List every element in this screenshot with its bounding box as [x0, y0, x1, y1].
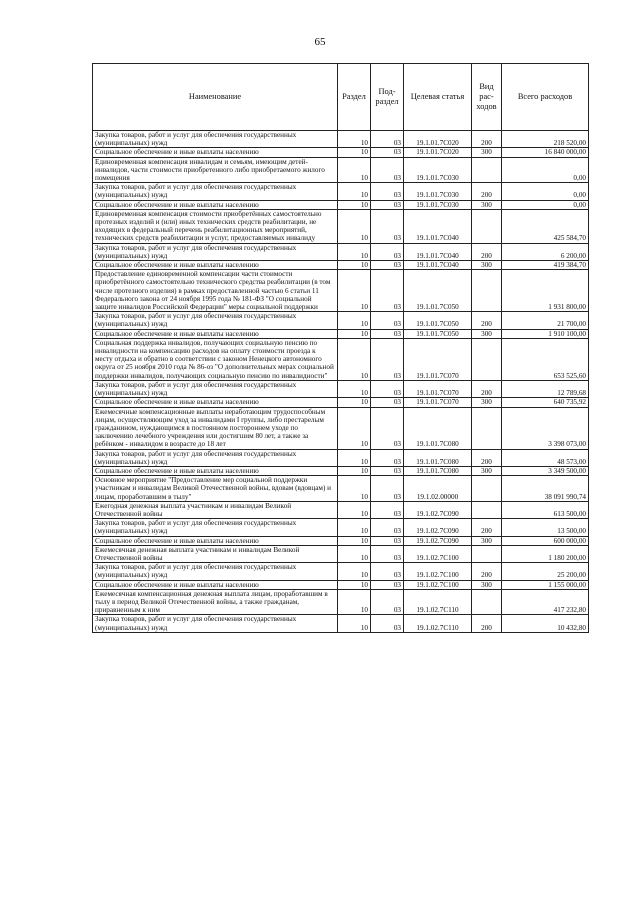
cell-name: Закупка товаров, работ и услуг для обеспечения государственных (муниципальных) нужд: [93, 183, 338, 200]
cell-total: 653 525,60: [502, 338, 589, 380]
cell-total: 6 200,00: [502, 243, 589, 260]
cell-total: 0,00: [502, 157, 589, 183]
cell-name: Ежемесячные компенсационные выплаты неработающим трудоспособным лицам, осуществляющим уход за инвалидами I группы, либо престарелым гражданином, нуждающимся в постоянном постороннем уходе по заключению лечебного учреждения или достигшим 80 лет, а также за ребёнком - инвалидом в возрасте до 18 лет: [93, 407, 338, 449]
cell-total: 613 500,00: [502, 501, 589, 518]
cell-kind: 300: [472, 580, 502, 589]
cell-subsection: 03: [371, 312, 404, 329]
table-row: [93, 563, 589, 580]
page-number: 65: [314, 36, 326, 48]
cell-subsection: 03: [371, 380, 404, 397]
table-row: [93, 270, 589, 312]
cell-target: 19.1.01.7С040: [404, 209, 472, 243]
cell-target: 19.1.02.7С090: [404, 519, 472, 536]
cell-total: 417 232,80: [502, 589, 589, 615]
cell-total: 25 200,00: [502, 563, 589, 580]
cell-subsection: 03: [371, 200, 404, 209]
cell-subsection: 03: [371, 329, 404, 338]
cell-kind: 200: [472, 243, 502, 260]
cell-subsection: 03: [371, 131, 404, 148]
cell-target: 19.1.01.7С020: [404, 131, 472, 148]
cell-subsection: 03: [371, 476, 404, 502]
cell-total: 12 789,68: [502, 380, 589, 397]
cell-kind: [472, 338, 502, 380]
cell-total: 48 573,00: [502, 449, 589, 466]
cell-subsection: 03: [371, 148, 404, 157]
cell-total: 640 735,92: [502, 398, 589, 407]
expenses-table: [92, 63, 589, 633]
cell-kind: [472, 407, 502, 449]
cell-section: 10: [338, 501, 371, 518]
header-section: Раздел: [338, 64, 371, 131]
cell-kind: [472, 501, 502, 518]
cell-kind: [472, 209, 502, 243]
cell-subsection: 03: [371, 501, 404, 518]
cell-kind: 300: [472, 329, 502, 338]
cell-section: 10: [338, 519, 371, 536]
header-kind: Вид рас-ходов: [472, 64, 502, 131]
table-row: [93, 536, 589, 545]
cell-kind: 300: [472, 200, 502, 209]
cell-total: 0,00: [502, 183, 589, 200]
cell-total: 218 520,00: [502, 131, 589, 148]
cell-subsection: 03: [371, 449, 404, 466]
cell-subsection: 03: [371, 589, 404, 615]
cell-subsection: 03: [371, 183, 404, 200]
cell-section: 10: [338, 589, 371, 615]
cell-section: 10: [338, 563, 371, 580]
cell-kind: [472, 476, 502, 502]
cell-subsection: 03: [371, 270, 404, 312]
cell-total: 1 910 100,00: [502, 329, 589, 338]
header-subsection: Под-раздел: [371, 64, 404, 131]
table-row: [93, 312, 589, 329]
cell-target: 19.1.01.7С030: [404, 183, 472, 200]
table-row: [93, 261, 589, 270]
header-total: Всего расходов: [502, 64, 589, 131]
cell-total: 1 155 000,00: [502, 580, 589, 589]
cell-name: Закупка товаров, работ и услуг для обеспечения государственных (муниципальных) нужд: [93, 449, 338, 466]
table-row: [93, 501, 589, 518]
cell-target: 19.1.02.7С100: [404, 545, 472, 562]
table-row: [93, 545, 589, 562]
cell-total: 3 349 500,00: [502, 466, 589, 475]
cell-name: Социальное обеспечение и иные выплаты населению: [93, 148, 338, 157]
cell-section: 10: [338, 398, 371, 407]
cell-section: 10: [338, 157, 371, 183]
cell-kind: [472, 589, 502, 615]
cell-total: 600 000,00: [502, 536, 589, 545]
cell-kind: 300: [472, 466, 502, 475]
cell-section: 10: [338, 148, 371, 157]
table-header-row: [93, 64, 589, 131]
table-row: [93, 580, 589, 589]
table-row: [93, 148, 589, 157]
cell-subsection: 03: [371, 338, 404, 380]
cell-target: 19.1.02.7С090: [404, 536, 472, 545]
cell-target: 19.1.01.7С070: [404, 380, 472, 397]
cell-total: 21 700,00: [502, 312, 589, 329]
table-row: [93, 209, 589, 243]
cell-target: 19.1.01.7С080: [404, 449, 472, 466]
cell-subsection: 03: [371, 466, 404, 475]
cell-total: 38 091 990,74: [502, 476, 589, 502]
cell-target: 19.1.01.7С080: [404, 466, 472, 475]
table-row: [93, 615, 589, 632]
cell-section: 10: [338, 449, 371, 466]
cell-total: 419 384,70: [502, 261, 589, 270]
cell-name: Закупка товаров, работ и услуг для обеспечения государственных (муниципальных) нужд: [93, 615, 338, 632]
cell-kind: 200: [472, 312, 502, 329]
cell-kind: 200: [472, 615, 502, 632]
cell-section: 10: [338, 466, 371, 475]
cell-subsection: 03: [371, 243, 404, 260]
table-row: [93, 157, 589, 183]
cell-total: 1 931 800,00: [502, 270, 589, 312]
table-row: [93, 398, 589, 407]
cell-subsection: 03: [371, 580, 404, 589]
cell-subsection: 03: [371, 536, 404, 545]
cell-section: 10: [338, 209, 371, 243]
cell-subsection: 03: [371, 209, 404, 243]
cell-kind: 200: [472, 183, 502, 200]
cell-total: 3 398 073,00: [502, 407, 589, 449]
cell-section: 10: [338, 312, 371, 329]
cell-kind: 200: [472, 449, 502, 466]
cell-name: Социальное обеспечение и иные выплаты населению: [93, 580, 338, 589]
cell-total: 1 180 200,00: [502, 545, 589, 562]
cell-name: Предоставление единовременной компенсации части стоимости приобретённого самостоятельно технического средства реабилитации (в том числе протезного изделия) в рамках предоставленной частью 6 статьи 11 Федерального закона от 24 ноября 1995 года № 181-ФЗ "О социальной защите инвалидов Российской Федерации" меры социальной поддержки: [93, 270, 338, 312]
cell-section: 10: [338, 270, 371, 312]
cell-target: 19.1.01.7С030: [404, 157, 472, 183]
cell-section: 10: [338, 476, 371, 502]
cell-target: 19.1.02.7С090: [404, 501, 472, 518]
cell-kind: [472, 157, 502, 183]
table-row: [93, 131, 589, 148]
cell-target: 19.1.01.7С040: [404, 261, 472, 270]
table-row: [93, 449, 589, 466]
cell-name: Закупка товаров, работ и услуг для обеспечения государственных (муниципальных) нужд: [93, 243, 338, 260]
table-row: [93, 329, 589, 338]
cell-name: Основное мероприятие "Предоставление мер социальной поддержки участникам и инвалидам Великой Отечественной войны, вдовам (вдовцам) и лицам, проработавшим в тылу": [93, 476, 338, 502]
cell-name: Закупка товаров, работ и услуг для обеспечения государственных (муниципальных) нужд: [93, 131, 338, 148]
cell-section: 10: [338, 407, 371, 449]
cell-section: 10: [338, 131, 371, 148]
header-target: Целевая статья: [404, 64, 472, 131]
cell-target: 19.1.01.7С050: [404, 329, 472, 338]
cell-name: Социальное обеспечение и иные выплаты населению: [93, 398, 338, 407]
cell-subsection: 03: [371, 261, 404, 270]
cell-target: 19.1.01.7С070: [404, 398, 472, 407]
cell-target: 19.1.02.7С110: [404, 589, 472, 615]
table-row: [93, 407, 589, 449]
cell-kind: 300: [472, 398, 502, 407]
table-body: [93, 131, 589, 633]
cell-name: Социальное обеспечение и иные выплаты населению: [93, 536, 338, 545]
cell-target: 19.1.01.7С030: [404, 200, 472, 209]
table-row: [93, 466, 589, 475]
cell-section: 10: [338, 338, 371, 380]
cell-name: Единовременная компенсация инвалидам и семьям, имеющим детей-инвалидов, части стоимости приобретенного либо приобретаемого жилого помещения: [93, 157, 338, 183]
cell-target: 19.1.02.00000: [404, 476, 472, 502]
cell-kind: 300: [472, 148, 502, 157]
cell-target: 19.1.02.7С100: [404, 563, 472, 580]
cell-section: 10: [338, 536, 371, 545]
cell-target: 19.1.02.7С100: [404, 580, 472, 589]
cell-target: 19.1.02.7С110: [404, 615, 472, 632]
table-row: [93, 200, 589, 209]
cell-target: 19.1.01.7С040: [404, 243, 472, 260]
cell-total: 16 840 000,00: [502, 148, 589, 157]
cell-subsection: 03: [371, 563, 404, 580]
cell-subsection: 03: [371, 519, 404, 536]
cell-name: Закупка товаров, работ и услуг для обеспечения государственных (муниципальных) нужд: [93, 312, 338, 329]
cell-name: Закупка товаров, работ и услуг для обеспечения государственных (муниципальных) нужд: [93, 519, 338, 536]
cell-subsection: 03: [371, 398, 404, 407]
cell-section: 10: [338, 615, 371, 632]
cell-target: 19.1.01.7С080: [404, 407, 472, 449]
cell-name: Ежегодная денежная выплата участникам и инвалидам Великой Отечественной войны: [93, 501, 338, 518]
cell-section: 10: [338, 243, 371, 260]
cell-name: Социальное обеспечение и иные выплаты населению: [93, 200, 338, 209]
cell-name: Социальное обеспечение и иные выплаты населению: [93, 261, 338, 270]
cell-name: Закупка товаров, работ и услуг для обеспечения государственных (муниципальных) нужд: [93, 380, 338, 397]
cell-section: 10: [338, 580, 371, 589]
cell-subsection: 03: [371, 407, 404, 449]
table-row: [93, 183, 589, 200]
table-row: [93, 589, 589, 615]
cell-name: Единовременная компенсация стоимости приобретённых самостоятельно протезных изделий и (или) иных технических средств реабилитации, не входящих в федеральный перечень реабилитационных мероприятий, технических средств реабилитации и услуг, предоставляемых инвалиду: [93, 209, 338, 243]
cell-kind: 200: [472, 563, 502, 580]
table-row: [93, 519, 589, 536]
cell-section: 10: [338, 380, 371, 397]
cell-target: 19.1.01.7С050: [404, 270, 472, 312]
cell-subsection: 03: [371, 615, 404, 632]
cell-kind: 200: [472, 131, 502, 148]
cell-target: 19.1.01.7С050: [404, 312, 472, 329]
header-name: Наименование: [93, 64, 338, 131]
cell-total: 13 500,00: [502, 519, 589, 536]
cell-kind: 300: [472, 261, 502, 270]
cell-name: Социальное обеспечение и иные выплаты населению: [93, 466, 338, 475]
cell-section: 10: [338, 545, 371, 562]
cell-total: 10 432,80: [502, 615, 589, 632]
cell-target: 19.1.01.7С070: [404, 338, 472, 380]
cell-kind: 200: [472, 380, 502, 397]
cell-kind: 300: [472, 536, 502, 545]
cell-kind: [472, 545, 502, 562]
cell-total: 0,00: [502, 200, 589, 209]
cell-section: 10: [338, 329, 371, 338]
cell-total: 425 584,70: [502, 209, 589, 243]
cell-section: 10: [338, 183, 371, 200]
table-row: [93, 476, 589, 502]
cell-kind: [472, 270, 502, 312]
cell-name: Ежемесячная компенсационная денежная выплата лицам, проработавшим в тылу в период Великой Отечественной войны, а также гражданам, приравненным к ним: [93, 589, 338, 615]
cell-name: Ежемесячная денежная выплата участникам и инвалидам Великой Отечественной войны: [93, 545, 338, 562]
cell-subsection: 03: [371, 545, 404, 562]
cell-name: Социальное обеспечение и иные выплаты населению: [93, 329, 338, 338]
cell-target: 19.1.01.7С020: [404, 148, 472, 157]
cell-name: Социальная поддержка инвалидов, получающих социальную пенсию по инвалидности на компенсацию расходов на оплату стоимости проезда к месту отдыха и обратно в соответствии с законом Ненецкого автономного округа от 25 ноября 2010 года № 86-оз "О дополнительных мерах социальной поддержки инвалидов, получающих социальную пенсию по инвалидности": [93, 338, 338, 380]
cell-subsection: 03: [371, 157, 404, 183]
cell-kind: 200: [472, 519, 502, 536]
table-row: [93, 380, 589, 397]
table-row: [93, 243, 589, 260]
table-row: [93, 338, 589, 380]
cell-section: 10: [338, 261, 371, 270]
cell-section: 10: [338, 200, 371, 209]
cell-name: Закупка товаров, работ и услуг для обеспечения государственных (муниципальных) нужд: [93, 563, 338, 580]
